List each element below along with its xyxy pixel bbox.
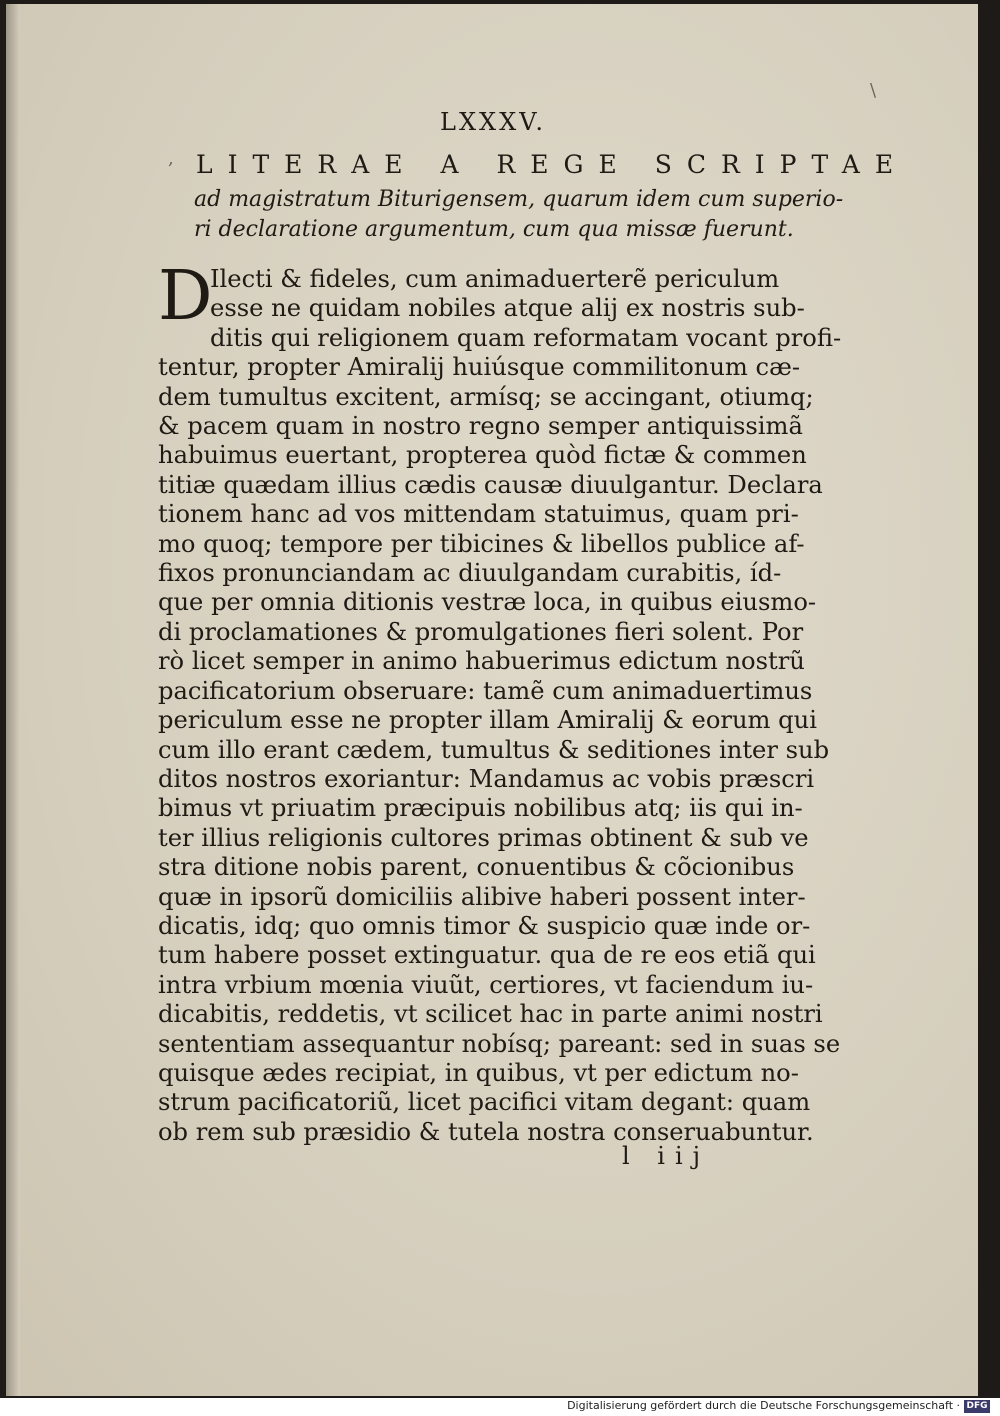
body-line: pacificatorium obseruare: tamẽ cum animaduertimus xyxy=(158,676,813,705)
dfg-logo: DFG xyxy=(964,1400,990,1413)
body-line: titiæ quædam illius cædis causæ diuulgantur. Declara xyxy=(158,470,823,499)
body-line: dicabitis, reddetis, vt scilicet hac in parte animi nostri xyxy=(158,1000,823,1029)
body-line: tionem hanc ad vos mittendam statuimus, quam pri- xyxy=(158,500,799,529)
body-line: tentur, propter Amiralij huiúsque commilitonum cæ- xyxy=(158,353,800,382)
letter-body xyxy=(158,257,842,1147)
digitization-credit: Digitalisierung gefördert durch die Deutsche Forschungsgemeinschaft · xyxy=(567,1399,960,1412)
margin-mark: , xyxy=(168,148,174,169)
body-line: dicatis, idq; quo omnis timor & suspicio quæ inde or- xyxy=(158,911,811,940)
body-line: intra vrbium mœnia viuũt, certiores, vt faciendum iu- xyxy=(158,970,814,999)
body-line: quæ in ipsorũ domiciliis alibive haberi possent inter- xyxy=(158,882,806,911)
body-line: ditis qui religionem quam reformatam vocant profi- xyxy=(210,323,842,352)
subtitle-line: ri declaratione argumentum, cum qua missæ fuerunt. xyxy=(194,217,794,242)
body-line: que per omnia ditionis vestræ loca, in quibus eiusmo- xyxy=(158,588,817,617)
signature-mark: l iij xyxy=(622,1142,711,1170)
body-line: ditos nostros exoriantur: Mandamus ac vobis præscri xyxy=(158,764,815,793)
drop-cap: D xyxy=(158,257,213,336)
body-line: fixos pronunciandam ac diuulgandam curabitis, íd- xyxy=(158,559,782,588)
text-block xyxy=(158,108,909,1147)
body-line: mo quoq; tempore per tibicines & libellos publice af- xyxy=(158,529,805,558)
folio-number: LXXXV. xyxy=(440,108,546,136)
body-line: periculum esse ne propter illam Amiralij & eorum qui xyxy=(158,706,817,735)
body-line: di proclamationes & promulgationes fieri solent. Por xyxy=(158,617,804,646)
body-line: esse ne quidam nobiles atque alij ex nostris sub- xyxy=(210,294,805,323)
body-line: Ilecti & fideles, cum animaduerterẽ periculum xyxy=(210,265,780,293)
margin-speck: \ xyxy=(870,80,877,101)
letter-subtitle xyxy=(194,185,844,245)
body-line: bimus vt priuatim præcipuis nobilibus atq; iis qui in- xyxy=(158,794,803,823)
body-line: ter illius religionis cultores primas obtinent & sub ve xyxy=(158,823,809,852)
body-line: dem tumultus excitent, armísq; se accingant, otiumq; xyxy=(158,382,814,411)
body-line: habuimus euertant, propterea quòd fictæ & commen xyxy=(158,441,807,470)
body-line: & pacem quam in nostro regno semper antiquissimã xyxy=(158,412,803,441)
body-line: ob rem sub præsidio & tutela nostra conseruabuntur. xyxy=(158,1117,814,1146)
page-gutter-shadow xyxy=(6,4,20,1396)
subtitle-line: ad magistratum Biturigensem, quarum idem cum superio- xyxy=(194,187,844,212)
body-line: strum pacificatoriũ, licet pacifici vitam degant: quam xyxy=(158,1088,811,1117)
body-line: cum illo erant cædem, tumultus & seditiones inter sub xyxy=(158,735,830,764)
body-line: rò licet semper in animo habuerimus edictum nostrũ xyxy=(158,647,805,676)
letter-heading: LITERAE A REGE SCRIPTAE xyxy=(196,150,909,179)
body-line: sententiam assequantur nobísq; pareant: sed in suas se xyxy=(158,1029,841,1058)
body-lines xyxy=(158,257,842,1147)
body-line: tum habere posset extinguatur. qua de re eos etiã qui xyxy=(158,941,816,970)
body-line: quisque ædes recipiat, in quibus, vt per edictum no- xyxy=(158,1058,799,1087)
body-line: stra ditione nobis parent, conuentibus & cõcionibus xyxy=(158,853,795,882)
